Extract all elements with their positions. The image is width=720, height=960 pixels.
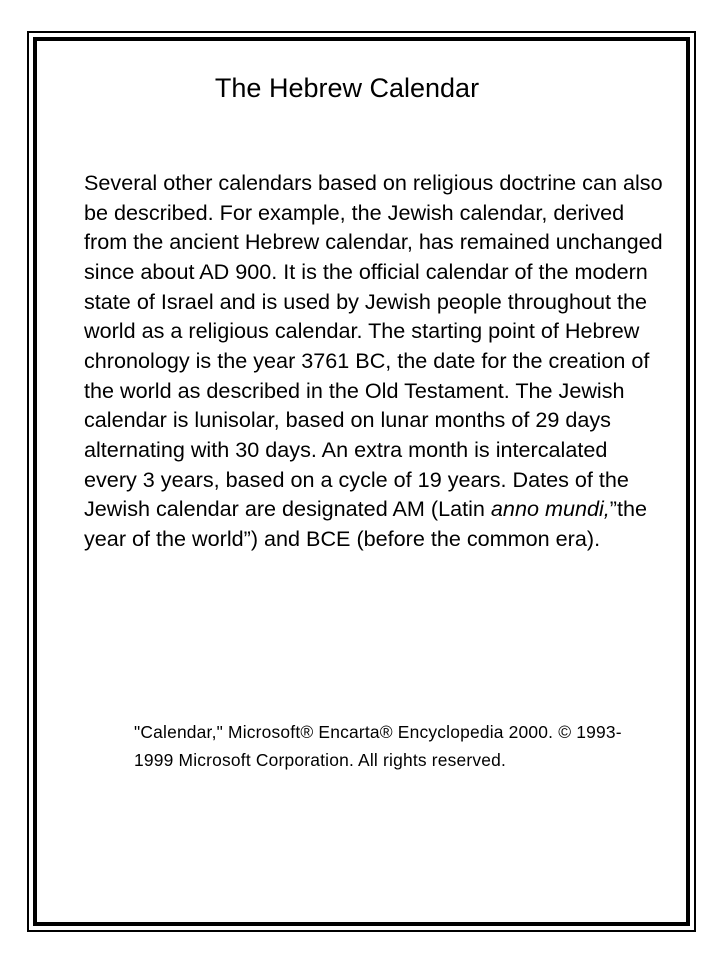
body-text-part1: Several other calendars based on religious doctrine can also be described. For example, the Jewish calendar, derived from the ancient Hebrew calendar, has remained unchanged since about AD 900. It is the official calendar of the modern state of Israel and is used by Jewish people throughout the world as a religious calendar. The starting point of Hebrew chronology is the year 3761 BC, the date for the creation of the world as described in the Old Testament. The Jewish calendar is lunisolar, based on lunar months of 29 days alternating with 30 days. An extra month is intercalated every 3 years, based on a cycle of 19 years. Dates of the Jewish calendar are designated AM (Latin (84, 170, 663, 522)
citation-text: "Calendar," Microsoft® Encarta® Encyclopedia 2000. © 1993-1999 Microsoft Corporation. All rights reserved. (134, 722, 622, 770)
body-text-italic-phrase: anno mundi, (490, 496, 610, 522)
body-text-part2: ”the year of the world”) and BCE (before the common era). (84, 496, 647, 551)
page-title: The Hebrew Calendar (214, 73, 480, 103)
body-paragraph (84, 168, 664, 554)
